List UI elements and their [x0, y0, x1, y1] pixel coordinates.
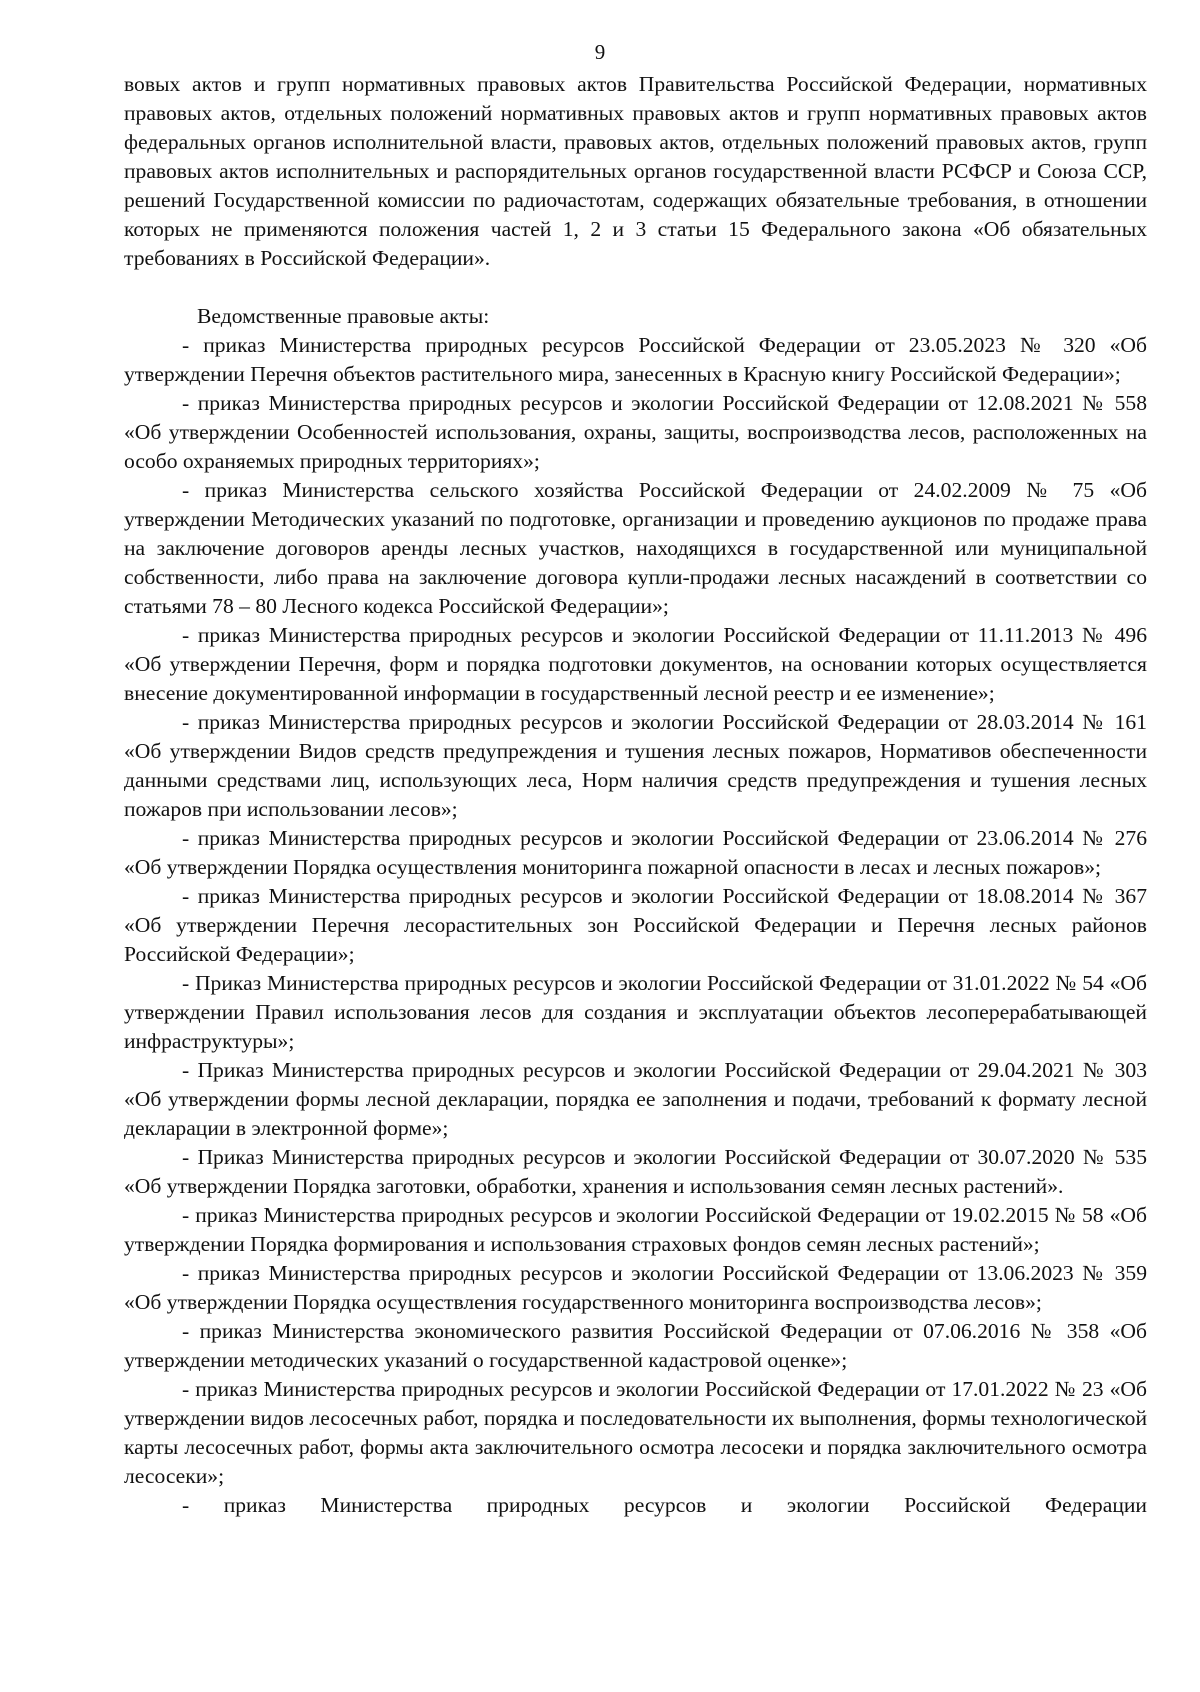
list-item: - приказ Министерства экономического развития Российской Федерации от 07.06.2016 № 358 «Об утверждении методических указаний о государственной кадастровой оценке»; — [124, 1319, 1147, 1372]
list-item: - Приказ Министерства природных ресурсов и экологии Российской Федерации от 31.01.2022 № 54 «Об утверждении Правил использования лесов для создания и эксплуатации объектов лесоперерабатывающей инфраструктуры»; — [124, 971, 1147, 1053]
list-item: - приказ Министерства природных ресурсов и экологии Российской Федерации от 23.06.2014 № 276 «Об утверждении Порядка осуществления мониторинга пожарной опасности в лесах и лесных пожаров»; — [124, 826, 1147, 879]
intro-paragraph: вовых актов и групп нормативных правовых актов Правительства Российской Федерации, нормативных правовых актов, отдельных положений нормативных правовых актов и групп нормативных правовых актов федеральных органов исполнительной власти, правовых актов, отдельных положений правовых актов, групп правовых актов исполнительных и распорядительных органов государственной власти РСФСР и Союза ССР, решений Государственной комиссии по радиочастотам, содержащих обязательные требования, в отношении которых не применяются положения частей 1, 2 и 3 статьи 15 Федерального закона «Об обязательных требованиях в Российской Федерации». — [124, 72, 1147, 270]
list-item: - приказ Министерства природных ресурсов и экологии Российской Федерации от 17.01.2022 № 23 «Об утверждении видов лесосечных работ, порядка и последовательности их выполнения, формы технологической карты лесосечных работ, формы акта заключительного осмотра лесосеки и порядка заключительного осмотра лесосеки»; — [124, 1377, 1147, 1488]
list-item: - приказ Министерства сельского хозяйства Российской Федерации от 24.02.2009 № 75 «Об утверждении Методических указаний по подготовке, организации и проведению аукционов по продаже права на заключение договоров аренды лесных участков, находящихся в государственной или муниципальной собственности, либо права на заключение договора купли-продажи лесных насаждений в соответствии со статьями 78 – 80 Лесного кодекса Российской Федерации»; — [124, 478, 1147, 618]
list-item: - Приказ Министерства природных ресурсов и экологии Российской Федерации от 29.04.2021 № 303 «Об утверждении формы лесной декларации, порядка ее заполнения и подачи, требований к формату лесной декларации в электронной форме»; — [124, 1058, 1147, 1140]
list-item: - приказ Министерства природных ресурсов и экологии Российской Федерации от 28.03.2014 № 161 «Об утверждении Видов средств предупреждения и тушения лесных пожаров, Нормативов обеспеченности данными средствами лиц, использующих леса, Норм наличия средств предупреждения и тушения лесных пожаров при использовании лесов»; — [124, 710, 1147, 821]
list-item: - приказ Министерства природных ресурсов и экологии Российской Федерации от 12.08.2021 № 558 «Об утверждении Особенностей использования, охраны, защиты, воспроизводства лесов, расположенных на особо охраняемых природных территориях»; — [124, 391, 1147, 473]
list-item: - приказ Министерства природных ресурсов и экологии Российской Федерации от 19.02.2015 № 58 «Об утверждении Порядка формирования и использования страховых фондов семян лесных растений»; — [124, 1203, 1147, 1256]
document-body — [124, 70, 1147, 1520]
list-item: - приказ Министерства природных ресурсов и экологии Российской Федерации от 11.11.2013 № 496 «Об утверждении Перечня, форм и порядка подготовки документов, на основании которых осуществляется внесение документированной информации в государственный лесной реестр и ее изменение»; — [124, 623, 1147, 705]
list-item: - Приказ Министерства природных ресурсов и экологии Российской Федерации от 30.07.2020 № 535 «Об утверждении Порядка заготовки, обработки, хранения и использования семян лесных растений». — [124, 1145, 1147, 1198]
page-number: 9 — [594, 40, 606, 64]
section-heading: Ведомственные правовые акты: — [197, 304, 490, 328]
list-item: - приказ Министерства природных ресурсов и экологии Российской Федерации — [182, 1493, 1147, 1517]
list-item: - приказ Министерства природных ресурсов Российской Федерации от 23.05.2023 № 320 «Об утверждении Перечня объектов растительного мира, занесенных в Красную книгу Российской Федерации»; — [124, 333, 1147, 386]
list-item: - приказ Министерства природных ресурсов и экологии Российской Федерации от 18.08.2014 № 367 «Об утверждении Перечня лесорастительных зон Российской Федерации и Перечня лесных районов Российской Федерации»; — [124, 884, 1147, 966]
list-item: - приказ Министерства природных ресурсов и экологии Российской Федерации от 13.06.2023 № 359 «Об утверждении Порядка осуществления государственного мониторинга воспроизводства лесов»; — [124, 1261, 1147, 1314]
